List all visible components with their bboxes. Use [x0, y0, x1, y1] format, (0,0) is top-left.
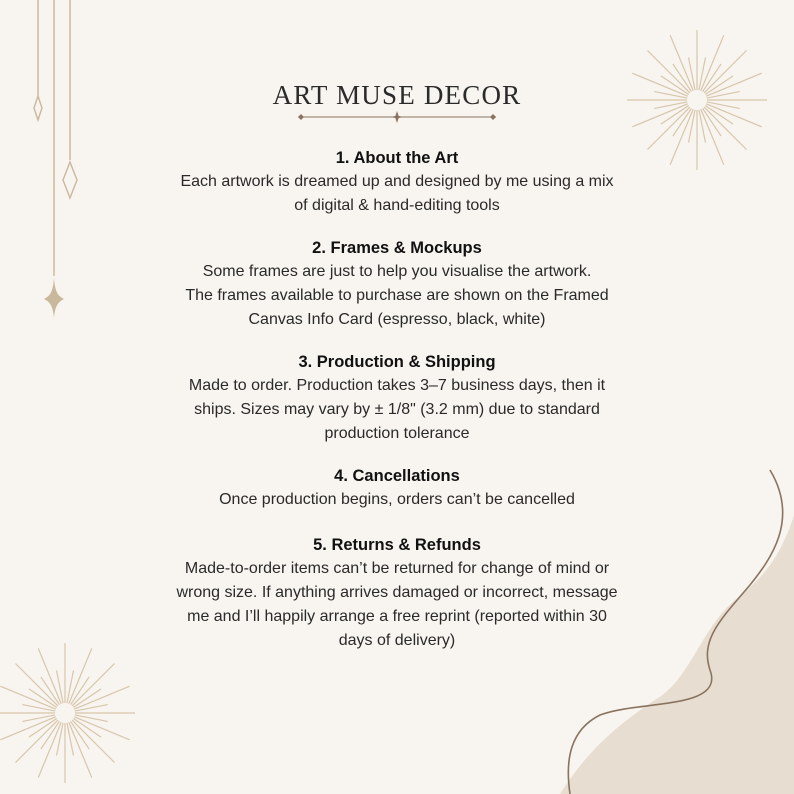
starburst-bottom-left — [0, 643, 135, 783]
section-line: Canvas Info Card (espresso, black, white) — [248, 311, 546, 328]
starburst-ray — [75, 705, 108, 712]
hanging-stars — [34, 0, 77, 276]
starburst-ray — [704, 107, 746, 149]
section-line: me and I’ll happily arrange a free reprint (reported within 30 — [187, 608, 607, 625]
divider-diamond-left — [298, 114, 304, 120]
section-line: Once production begins, orders can’t be cancelled — [219, 491, 575, 508]
section-about-the-art — [130, 146, 664, 218]
section-heading: 5. Returns & Refunds — [313, 536, 481, 554]
section-line: Each artwork is dreamed up and designed by me using a mix — [180, 173, 614, 190]
starburst-ray — [41, 721, 60, 749]
starburst-ray — [16, 720, 58, 762]
starburst-ray — [699, 110, 706, 143]
starburst-ray — [16, 664, 58, 706]
starburst-ray — [29, 689, 57, 708]
section-line: wrong size. If anything arrives damaged or incorrect, message — [176, 584, 618, 601]
starburst-ray — [67, 670, 74, 703]
divider-diamond-right — [490, 114, 496, 120]
section-cancellations — [130, 464, 664, 512]
starburst-ray — [648, 107, 690, 149]
section-heading: 3. Production & Shipping — [298, 353, 496, 371]
section-line: days of delivery) — [338, 632, 456, 649]
solid-star-icon — [44, 278, 64, 318]
brand-title: ART MUSE DECOR — [272, 80, 522, 110]
section-line: of digital & hand-editing tools — [294, 197, 500, 214]
starburst-ray — [689, 110, 696, 143]
starburst-ray — [67, 723, 74, 756]
divider-star-center — [391, 111, 403, 123]
starburst-ray — [73, 689, 101, 708]
section-returns-refunds — [130, 533, 664, 653]
title-divider — [292, 108, 502, 126]
section-line: Made to order. Production takes 3–7 business days, then it — [188, 377, 606, 394]
starburst-ray — [71, 677, 90, 705]
starburst-ray — [22, 705, 55, 712]
starburst-ray — [72, 664, 114, 706]
starburst-ray — [29, 719, 57, 738]
section-line: Made-to-order items can’t be returned for change of mind or — [184, 560, 610, 577]
section-line: The frames available to purchase are shown on the Framed — [185, 287, 609, 304]
section-heading: 1. About the Art — [335, 149, 459, 167]
section-frames-mockups — [130, 236, 664, 332]
section-heading: 4. Cancellations — [334, 467, 460, 485]
section-heading: 2. Frames & Mockups — [312, 239, 482, 257]
starburst-ray — [57, 723, 64, 756]
starburst-ray — [22, 715, 55, 722]
starburst-ray — [72, 720, 114, 762]
starburst-ray — [703, 108, 722, 136]
section-line: Some frames are just to help you visualise the artwork. — [202, 263, 592, 280]
starburst-ray — [41, 677, 60, 705]
section-line: ships. Sizes may vary by ± 1/8" (3.2 mm) due to standard — [194, 401, 600, 418]
starburst-ray — [73, 719, 101, 738]
starburst-ray — [673, 108, 692, 136]
section-production-shipping — [130, 350, 664, 446]
section-line: production tolerance — [324, 425, 470, 442]
starburst-ray — [75, 715, 108, 722]
starburst-ray — [57, 670, 64, 703]
starburst-ray — [71, 721, 90, 749]
